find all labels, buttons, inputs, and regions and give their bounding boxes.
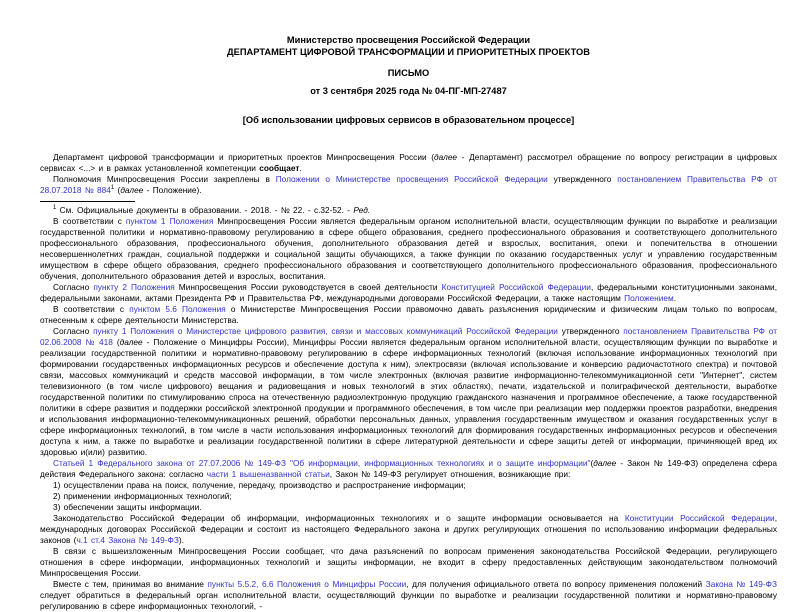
text-run: См. Официальные документы в образовании. - 2018. - № 22. - с.32-52. - xyxy=(56,205,354,215)
legal-link[interactable]: Положением xyxy=(624,293,674,303)
legal-link[interactable]: Статьей 1 Федерального закона от 27.07.2006 № 149-ФЗ "Об информации, информационных технологиях и о защите информации" xyxy=(53,458,591,468)
text-run: . xyxy=(299,163,302,173)
text-run: Минпросвещения России является федеральным органом исполнительной власти, осуществляющим функции по выработке и реализации государственной политики и нормативно-правовому регулированию в сфере общего образования, среднего профессионального образования и соответствующего дополнительного профессионального образования, профессионального обучения, дополнительного образования детей и взрослых, воспитания, опеки и попечительства в отношении несовершеннолетних граждан, социальной поддержки и социальной защиты обучающихся, а также функции по оказанию государственных услуг и управлению государственным имуществом в сфере общего образования, среднего профессионального образования и соответствующего дополнительного профессионального образования, профессионального обучения, дополнительного образования детей и взрослых, воспитания. xyxy=(40,216,778,281)
text-run: далее xyxy=(593,458,617,468)
text-run: утвержденного xyxy=(557,326,624,336)
paragraph xyxy=(40,579,777,612)
document-department: ДЕПАРТАМЕНТ ЦИФРОВОЙ ТРАНСФОРМАЦИИ И ПРИОРИТЕТНЫХ ПРОЕКТОВ xyxy=(227,47,590,57)
document-type: ПИСЬМО xyxy=(387,68,430,78)
legal-link[interactable]: пункту 1 Положения о Министерстве цифрового развития, связи и массовых коммуникаций Российской Федерации xyxy=(93,326,558,336)
text-run: , федеральными конституционными законами, федеральными законами, актами Президента РФ и Правительства РФ, международными договорами Российской Федерации, а также настоящим xyxy=(40,282,777,303)
legal-link[interactable]: постановлением Правительства РФ от 28.07.2018 № 884 xyxy=(40,174,777,195)
text-run: Департамент цифровой трансформации и приоритетных проектов Минпросвещения России ( xyxy=(53,152,435,162)
legal-link[interactable]: постановлением Правительства РФ от 02.06.2008 № 418 xyxy=(40,326,777,347)
legal-link[interactable]: пунктом 5.6 Положения xyxy=(129,304,226,314)
paragraph xyxy=(40,513,777,546)
text-run: - Департамент) рассмотрел обращение по вопросу регистрации в цифровых сервисах <...> и в рамках установленной компетенции xyxy=(40,152,777,173)
document-subject: [Об использовании цифровых сервисов в образовательном процессе] xyxy=(242,115,575,125)
footnote-rule xyxy=(40,201,135,202)
text-run: далее xyxy=(434,152,458,162)
legal-link[interactable]: пункту 2 Положения xyxy=(93,282,175,292)
text-run: ( xyxy=(590,458,594,468)
text-run: Согласно xyxy=(53,326,94,336)
text-run: В связи с вышеизложенным Минпросвещения России сообщает, что дача разъяснений по вопросам применения законодательства Российской Федерации, регулирующего отношения в сфере информации, информационных технологий и защиты информации, не входит в сферу предоставленных действующим законодательством полномочий Минпросвещения России. xyxy=(40,546,777,578)
paragraph xyxy=(40,174,777,196)
text-run: - Положение о Минцифры России), Минцифры России является федеральным органом исполнительной власти, осуществляющим функции по выработке и реализации государственной политики и нормативно-правовому регулированию в сфере информационных технологий (включая использование информационных технологий при формировании государственных информационных ресурсов и обеспечение доступа к ним), электросвязи (включая использование и конверсию радиочастотного спектра) и почтовой связи, массовых коммуникаций и средств массовой информации, в том числе электронных (включая развитие информационно-телекоммуникационной сети "Интернет", систем телевизионного (в том числе цифрового) вещания и радиовещания и новых технологий в этих областях), печати, издательской и полиграфической деятельности, выработке государственной политики по стимулированию спроса на отечественную радиоэлектронную продукцию гражданского назначения и программное обеспечение, а также государственной политики в сфере развития и поддержки российской электронной продукции и программного обеспечения, в том числе при реализации мер поддержки проектов разработки, внедрения и использования информационно-телекоммуникационных решений, обработки персональных данных, управления государственным имуществом и оказания государственных услуг в сфере информационных технологий, в том числе в части использования информационных технологий для формирования государственных информационных ресурсов и обеспечения доступа к ним, а также по выработке и реализации государственной политики в сфере литературной деятельности и сфере защиты детей от информации, причиняющей вред их здоровью и(или) развитию. xyxy=(40,337,777,457)
text-run: следует обратиться в федеральный орган исполнительной власти, осуществляющий функции по выработке и реализации государственной политики и нормативно-правовому регулированию в сфере информационных технологий, - xyxy=(40,590,777,611)
text-run: 2) применении информационных технологий; xyxy=(53,491,232,501)
paragraph xyxy=(40,458,777,480)
legal-link[interactable]: ч.1 ст.4 Закона № 149-ФЗ xyxy=(76,535,179,545)
text-run: , Закон № 149-ФЗ регулирует отношения, возникающие при: xyxy=(329,469,571,479)
text-run: утвержденного xyxy=(547,174,618,184)
text-run: 1 xyxy=(110,185,115,192)
legal-link[interactable]: пунктом 1 Положения xyxy=(125,216,214,226)
paragraph xyxy=(40,304,777,326)
text-run: ( xyxy=(112,337,120,347)
text-run: - Закон № 149-ФЗ) определена сфера действия Федерального закона: согласно xyxy=(40,458,778,479)
text-run: Вместе с тем, принимая во внимание xyxy=(53,579,208,589)
document-ministry: Министерство просвещения Российской Федерации xyxy=(286,35,531,45)
text-run: далее xyxy=(119,337,143,347)
text-run: , международных договорах Российской Федерации и состоит из настоящего Федерального закона и других регулирующих отношения по использованию информации федеральных законов ( xyxy=(40,513,777,545)
text-run: В соответствии с xyxy=(53,304,130,314)
text-run: о Министерстве Минпросвещения России правомочно давать разъяснения юридическим и физическим лицам только по вопросам, отнесенным к сфере деятельности Министерства. xyxy=(40,304,778,325)
legal-link[interactable]: пункты 5.5.2, 6.6 Положения о Минцифры России xyxy=(207,579,407,589)
text-run: 1 xyxy=(53,205,57,212)
text-run: ( xyxy=(114,185,121,195)
paragraph xyxy=(40,326,777,458)
text-run: Полномочия Минпросвещения России закреплены в xyxy=(53,174,276,184)
legal-link[interactable]: части 1 вышеназванной статьи xyxy=(206,469,330,479)
document-body xyxy=(40,152,777,612)
text-run: Минпросвещения России руководствуется в своей деятельности xyxy=(174,282,442,292)
legal-link[interactable]: Конституцией Российской Федерации xyxy=(441,282,591,292)
paragraph xyxy=(40,546,777,579)
legal-link[interactable]: Положении о Министерстве просвещения Российской Федерации xyxy=(275,174,548,184)
paragraph xyxy=(40,480,777,491)
paragraph xyxy=(40,502,777,513)
footnote xyxy=(40,205,777,216)
text-run: далее xyxy=(120,185,144,195)
text-run: Законодательство Российской Федерации об информации, информационных технологиях и о защите информации основывается на xyxy=(53,513,625,523)
text-run: 3) обеспечении защиты информации. xyxy=(53,502,202,512)
text-run: - Положение). xyxy=(143,185,202,195)
text-run: В соответствии с xyxy=(53,216,126,226)
paragraph xyxy=(40,282,777,304)
legal-link[interactable]: Конституции Российской Федерации xyxy=(624,513,775,523)
document-date-number: от 3 сентября 2025 года № 04-ПГ-МП-27487 xyxy=(310,86,507,96)
text-run: Ред. xyxy=(353,205,371,215)
text-run: ). xyxy=(178,535,184,545)
text-run: Согласно xyxy=(53,282,94,292)
paragraph xyxy=(40,491,777,502)
text-run: . xyxy=(673,293,677,303)
legal-link[interactable]: Закона № 149-ФЗ xyxy=(705,579,777,589)
text-run: , для получения официального ответа по вопросу применения положений xyxy=(406,579,706,589)
text-run: 1) осуществлении права на поиск, получение, передачу, производство и распространение информации; xyxy=(53,480,466,490)
paragraph xyxy=(40,152,777,174)
paragraph xyxy=(40,216,777,282)
text-run: сообщает xyxy=(259,163,300,173)
